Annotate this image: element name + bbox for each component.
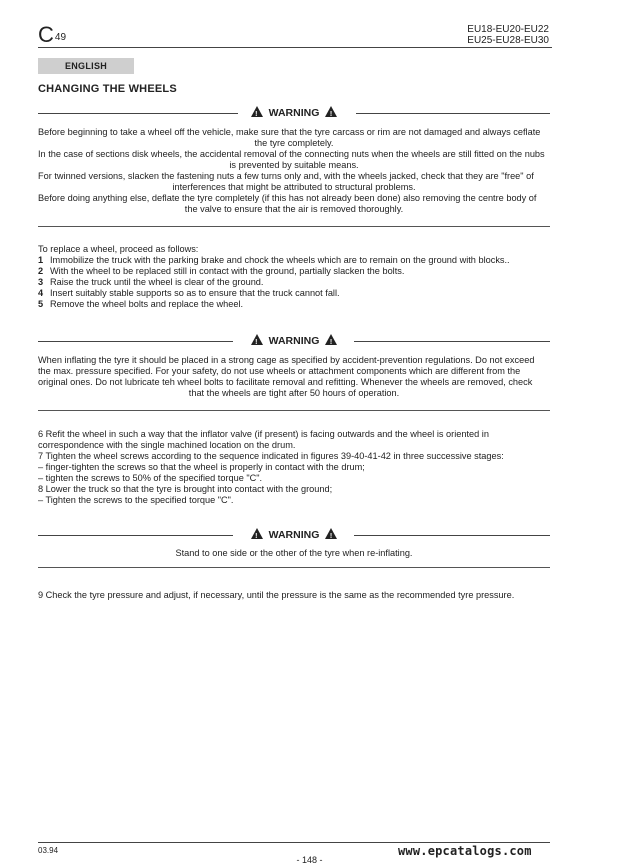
warning-label: WARNING [268,107,320,119]
text-line: interferences that might be attributed to structural problems. [172,182,416,192]
text-line: original ones. Do not lubricate teh wheel bolts to facilitate removal and refitting. Whenever the wheels are removed, check [38,377,533,387]
step-text: Raise the truck until the wheel is clear of the ground. [50,277,264,287]
procedure-step-9 [38,590,550,601]
header-rule [38,47,552,48]
step-text: Immobilize the truck with the parking brake and chock the wheels which are to remain on the ground with blocks.. [50,255,510,265]
warning-triangle-icon [325,334,337,345]
step-item [38,266,550,277]
text-line: – finger-tighten the screws so that the wheel is properly in contact with the drum; [38,462,365,472]
step-number: 2 [38,266,44,276]
warning-triangle-icon [251,528,263,539]
step-number: 4 [38,288,44,298]
step-text: With the wheel to be replaced still in contact with the ground, partially slacken the bolts. [50,266,405,276]
warning-header-1 [38,105,550,119]
model-list [467,24,549,46]
warning-triangle-icon [251,106,263,117]
page-title: CHANGING THE WHEELS [38,83,177,95]
warning-text-2 [38,355,550,399]
section-code [38,22,66,48]
text-line: – Tighten the screws to the specified torque "C". [38,495,234,505]
warning-triangle-icon [251,334,263,345]
warning-triangle-icon [325,106,337,117]
procedure-steps-a [38,244,550,310]
procedure-steps-b [38,429,550,506]
warning-label: WARNING [268,529,320,541]
text-line: In the case of sections disk wheels, the accidental removal of the connecting nuts when the wheels are still fitted on the nubs [38,149,545,159]
text-line: 6 Refit the wheel in such a way that the inflator valve (if present) is facing outwards and the wheel is oriented in [38,429,489,439]
step-item [38,299,550,310]
text-line: When inflating the tyre it should be placed in a strong cage as specified by accident-prevention regulations. Do not exceed [38,355,535,365]
language-badge: ENGLISH [38,58,134,74]
text-line: Before beginning to take a wheel off the vehicle, make sure that the tyre carcass or rim are not damaged and always ceflate [38,127,541,137]
section-number: 49 [54,32,67,43]
text-line: Stand to one side or the other of the tyre when re-inflating. [175,548,413,558]
warning-end-rule [38,410,550,411]
text-line: is prevented by suitable means. [229,160,359,170]
warning-header-3 [38,527,550,541]
step-text: Insert suitably stable supports so as to ensure that the truck cannot fall. [50,288,340,298]
procedure-intro: To replace a wheel, proceed as follows: [38,244,199,254]
text-line: Before doing anything else, deflate the tyre completely (if this has not already been done) also removing the centre body of [38,193,537,203]
step-number: 1 [38,255,44,265]
text-line: the valve to ensure that the air is removed thoroughly. [184,204,404,214]
section-letter: C [38,22,54,47]
text-line: 9 Check the tyre pressure and adjust, if necessary, until the pressure is the same as the recommended tyre pressure. [38,590,515,600]
warning-triangle-icon [325,528,337,539]
step-number: 5 [38,299,44,309]
warning-label: WARNING [268,335,320,347]
text-line: the tyre completely. [254,138,334,148]
footer-rule [38,842,550,843]
step-item [38,277,550,288]
warning-text-3 [38,548,550,559]
warning-end-rule [38,226,550,227]
warning-header-2 [38,333,550,347]
page-number: - 148 - [296,855,323,865]
text-line: For twinned versions, slacken the fastening nuts a few turns only and, with the wheels jacked, check that they are "free" of [38,171,534,181]
step-item [38,288,550,299]
step-text: Remove the wheel bolts and replace the wheel. [50,299,244,309]
step-number: 3 [38,277,44,287]
text-line: 8 Lower the truck so that the tyre is brought into contact with the ground; [38,484,333,494]
models-line-1: EU18-EU20-EU22 [467,24,549,35]
footer-date: 03.94 [38,846,59,855]
text-line: that the wheels are tight after 50 hours of operation. [188,388,400,398]
warning-end-rule [38,567,550,568]
text-line: correspondence with the single machined location on the drum. [38,440,296,450]
text-line: – tighten the screws to 50% of the specified torque "C". [38,473,263,483]
warning-text-1 [38,127,550,215]
watermark: www.epcatalogs.com [398,844,532,858]
step-item [38,255,550,266]
text-line: 7 Tighten the wheel screws according to the sequence indicated in figures 39-40-41-42 in three successive stages: [38,451,504,461]
models-line-2: EU25-EU28-EU30 [467,35,549,46]
text-line: the max. pressure specified. For your safety, do not use wheels or attachment components which are different from the [38,366,521,376]
